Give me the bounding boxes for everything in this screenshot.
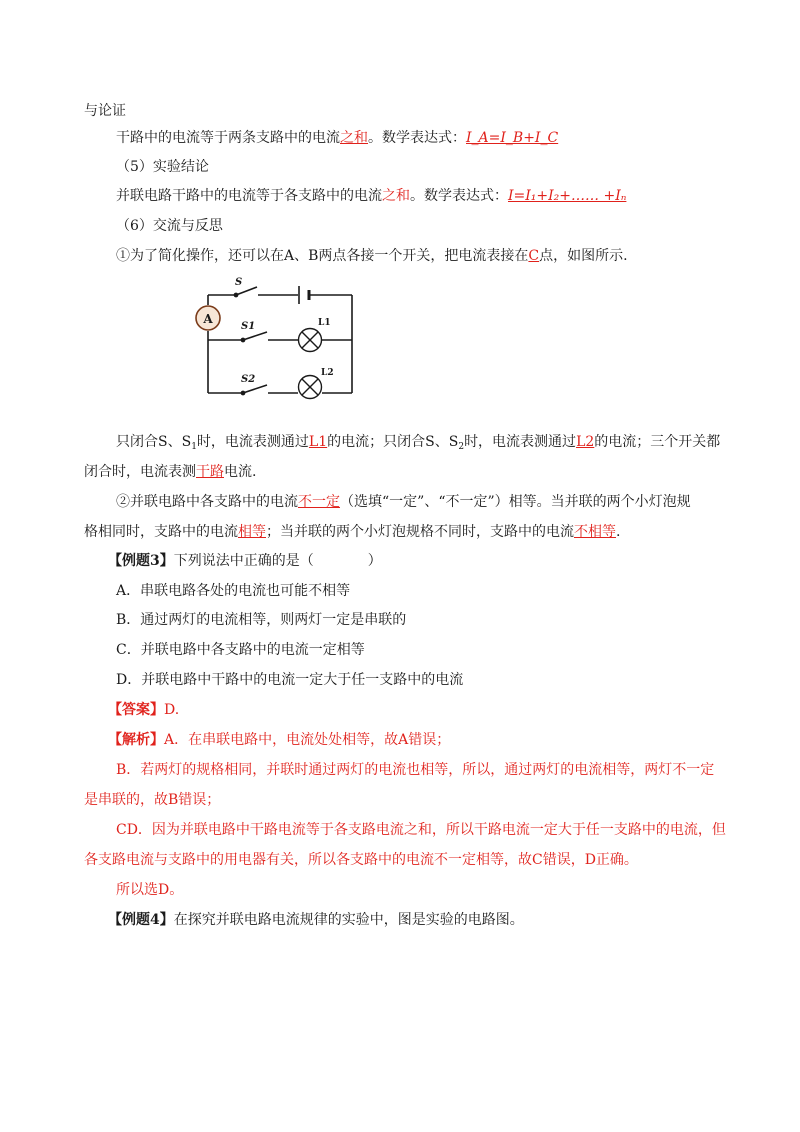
example3-option-c: C．并联电路中各支路中的电流一定相等 xyxy=(116,642,365,658)
switch-para-answer-1: L1 xyxy=(308,434,328,450)
example3-tag: 【例题3】 xyxy=(108,553,174,569)
item2-line2-a: 格相同时，支路中的电流 xyxy=(84,524,238,540)
analysis-cd-line1: CD．因为并联电路中干路电流等于各支路电流之和，所以干路电流一定大于任一支路中的电流，但 xyxy=(116,822,726,838)
item2-line2-c: . xyxy=(616,524,621,540)
item-1 xyxy=(116,246,628,266)
item2-answer-1: 不一定 xyxy=(298,494,340,510)
switch-para-e: 的电流；三个开关都 xyxy=(594,434,721,450)
switch-para-answer-3: 干路 xyxy=(196,464,224,480)
lamp-l2-label: L2 xyxy=(321,368,334,378)
example3-question xyxy=(108,551,382,571)
switch-s-icon xyxy=(234,287,257,297)
example3-option-a: A．串联电路各处的电流也可能不相等 xyxy=(116,583,351,599)
switch-para-line2 xyxy=(84,462,256,482)
item2-answer-3: 不相等 xyxy=(574,524,616,540)
example3-question-text: 下列说法中正确的是（ xyxy=(173,553,314,569)
switch-para-c: 的电流；只闭合S、S xyxy=(327,434,459,450)
lamp-l1-icon xyxy=(299,329,322,352)
circuit-diagram xyxy=(190,270,370,400)
example4-text: 在探究并联电路电流规律的实验中，图是实验的电路图。 xyxy=(173,912,524,928)
trunk-current-formula: I_A=I_B+I_C xyxy=(466,130,559,146)
switch-para-line2-a: 闭合时，电流表测 xyxy=(84,464,196,480)
switch-s1-label: S1 xyxy=(241,321,256,332)
switch-para-line1 xyxy=(116,432,720,457)
item1-text-b: 点，如图所示. xyxy=(539,248,628,264)
switch-s2-icon xyxy=(241,385,267,395)
trunk-current-text: 干路中的电流等于两条支路中的电流 xyxy=(116,130,340,146)
switch-s1-icon xyxy=(241,332,267,342)
heading-5: （5）实验结论 xyxy=(116,159,209,175)
switch-s-label: S xyxy=(235,277,243,288)
item2-answer-2: 相等 xyxy=(238,524,266,540)
analysis-a xyxy=(108,730,450,750)
switch-para-a: 只闭合S、S xyxy=(116,434,192,450)
heading-6: （6）交流与反思 xyxy=(116,218,223,234)
trunk-current-answer: 之和 xyxy=(340,130,368,146)
conclusion-formula: I=I₁+I₂+…… +Iₙ xyxy=(508,188,627,204)
answer-value: D. xyxy=(164,702,180,718)
switch-s2-label: S2 xyxy=(241,374,256,385)
analysis-a-text: A．在串联电路中，电流处处相等，故A错误； xyxy=(164,732,451,748)
conclusion-answer: 之和 xyxy=(382,188,410,204)
conclusion-mid: 。数学表达式： xyxy=(410,188,508,204)
switch-para-line2-b: 电流. xyxy=(224,464,257,480)
example3-option-d: D．并联电路中干路中的电流一定大于任一支路中的电流 xyxy=(116,672,464,688)
analysis-final: 所以选D。 xyxy=(116,882,184,898)
ammeter-label: A xyxy=(203,312,213,326)
analysis-b-line2: 是串联的，故B错误； xyxy=(84,792,221,808)
battery-icon xyxy=(299,286,309,304)
item-2-line2 xyxy=(84,522,620,542)
item1-text-a: ①为了简化操作，还可以在A、B两点各接一个开关，把电流表接在 xyxy=(116,248,529,264)
ammeter-icon xyxy=(196,306,220,330)
example3-close: ） xyxy=(367,553,382,569)
example3-answer xyxy=(108,700,179,720)
switch-para-a-sub: 1 xyxy=(191,442,197,452)
switch-para-c-sub: 2 xyxy=(458,442,465,452)
section-tail: 与论证 xyxy=(84,103,126,119)
answer-tag: 【答案】 xyxy=(108,702,164,718)
lamp-l1-label: L1 xyxy=(318,318,331,328)
conclusion-text: 并联电路干路中的电流等于各支路中的电流 xyxy=(116,188,382,204)
switch-para-answer-2: L2 xyxy=(576,434,595,450)
analysis-b-line1: B．若两灯的规格相同，并联时通过两灯的电流也相等，所以，通过两灯的电流相等，两灯不一定 xyxy=(116,762,715,778)
lamp-l2-icon xyxy=(299,376,322,399)
example4-tag: 【例题4】 xyxy=(108,912,174,928)
analysis-cd-line2: 各支路电流与支路中的用电器有关，所以各支路中的电流不一定相等，故C错误，D正确。 xyxy=(84,852,638,868)
item2-b: （选填“一定”、“不一定”）相等。当并联的两个小灯泡规 xyxy=(340,494,691,510)
conclusion-sentence xyxy=(116,186,626,206)
item1-answer: C xyxy=(528,248,540,264)
item2-a: ②并联电路中各支路中的电流 xyxy=(116,494,298,510)
item-2-line1 xyxy=(116,492,691,512)
switch-para-b: 时，电流表测通过 xyxy=(196,434,309,450)
trunk-current-sentence xyxy=(116,128,558,148)
example4-question xyxy=(108,910,524,930)
item2-line2-b: ；当并联的两个小灯泡规格不同时，支路中的电流 xyxy=(266,524,574,540)
analysis-tag: 【解析】 xyxy=(108,732,164,748)
trunk-current-mid: 。数学表达式： xyxy=(368,130,466,146)
switch-para-d: 时，电流表测通过 xyxy=(464,434,577,450)
example3-option-b: B．通过两灯的电流相等，则两灯一定是串联的 xyxy=(116,612,407,628)
